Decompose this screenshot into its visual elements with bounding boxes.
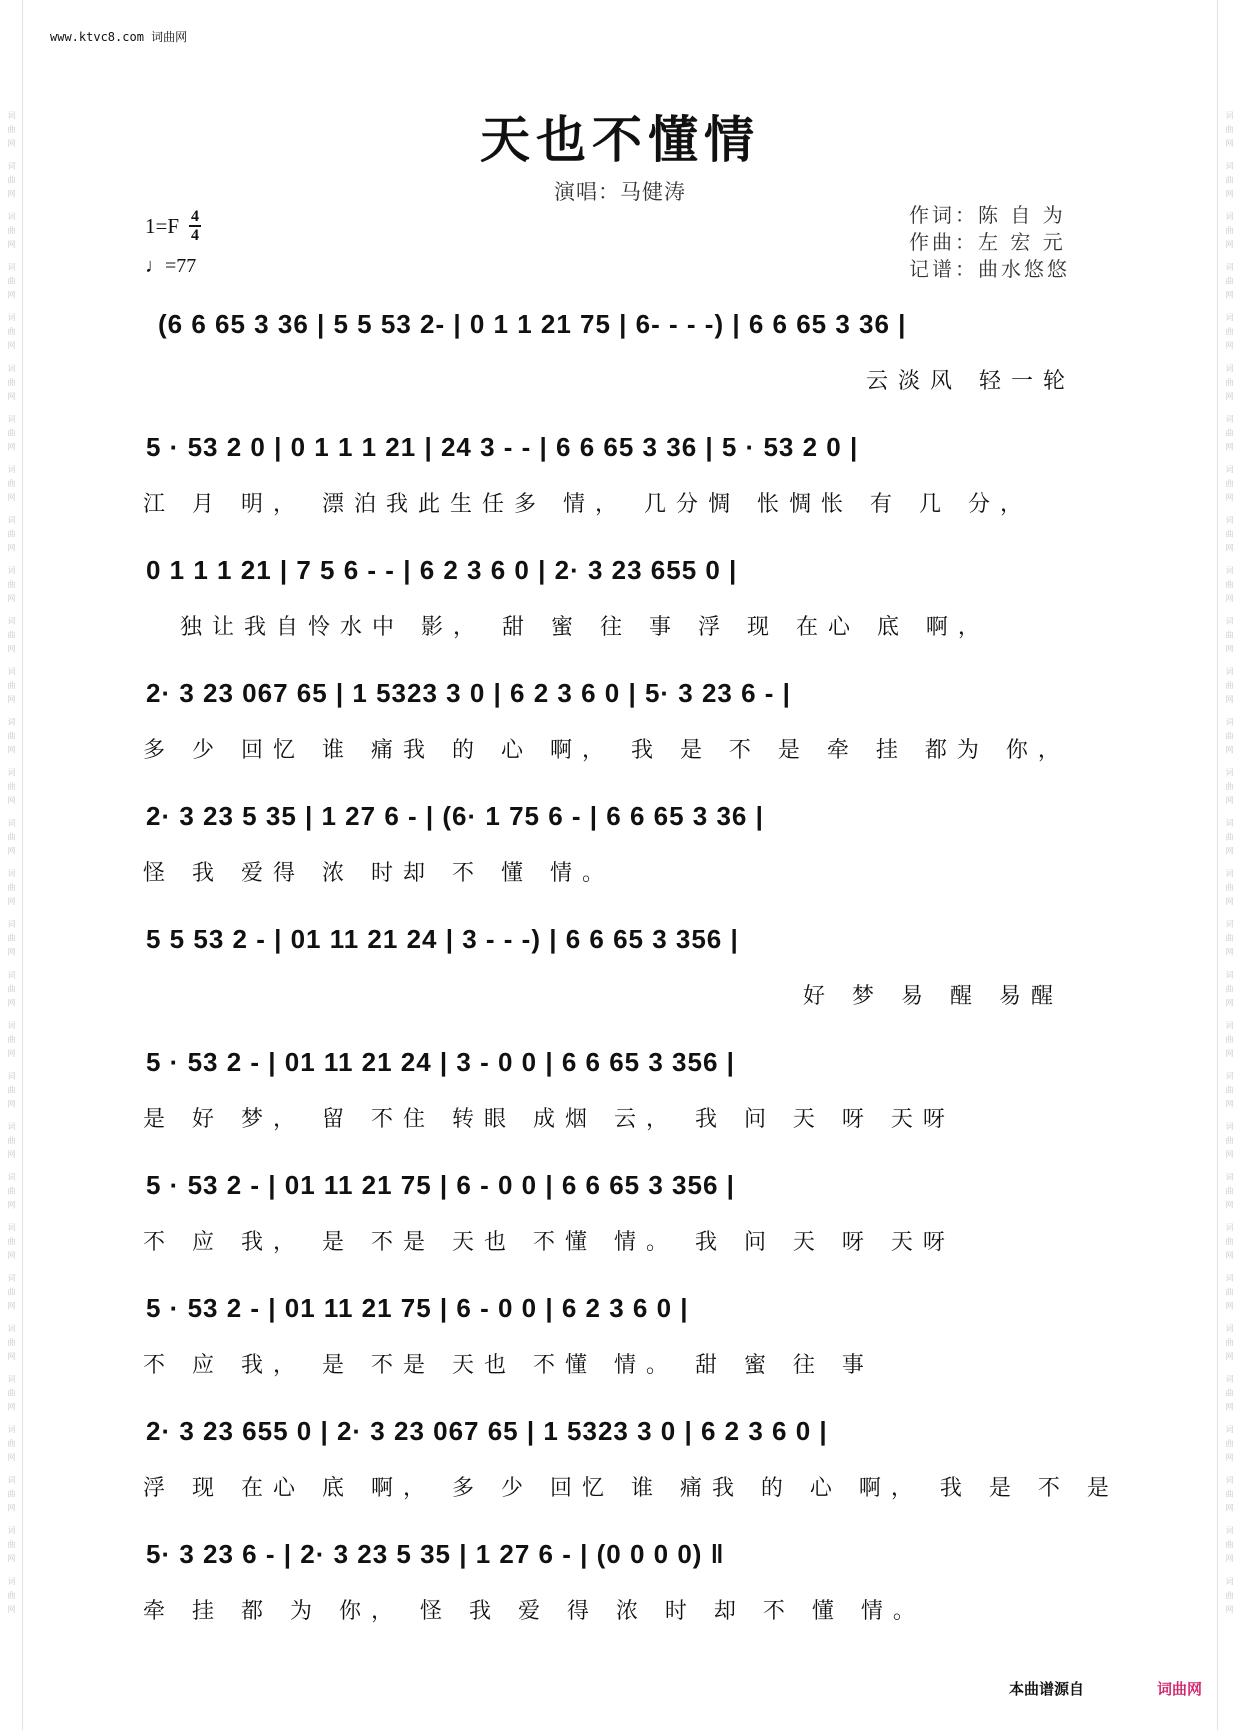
- left-watermark-strip: 词曲网 词曲网 词曲网 词曲网 词曲网 词曲网 词曲网 词曲网 词曲网 词曲网 词曲网 词曲网 词曲网 词曲网 词曲网 词曲网 词曲网 词曲网 词曲网 词曲网 词曲网 词曲网 词曲网 词曲网 词曲网 词曲网 词曲网 词曲网 词曲网 词曲网: [7, 111, 16, 1619]
- key-label: 1=F: [145, 213, 180, 238]
- notation-line: (6 6 65 3 36 | 5 5 53 2- | 0 1 1 21 75 | 6- - - -) | 6 6 65 3 36 |: [158, 309, 907, 339]
- lyric-line: 不 应 我， 是 不是 天也 不懂 情。 甜 蜜 往 事: [143, 1353, 874, 1378]
- footer-source-label: 本曲谱源自: [1009, 1680, 1085, 1698]
- song-title: 天也不懂情: [480, 110, 760, 169]
- lyric-line: 江 月 明， 漂泊我此生任多 情， 几分惆 怅惆怅 有 几 分，: [143, 492, 1032, 517]
- notation-line: 5 5 53 2 - | 01 11 21 24 | 3 - - -) | 6 6 65 3 356 |: [146, 924, 739, 954]
- right-watermark-strip: 词曲网 词曲网 词曲网 词曲网 词曲网 词曲网 词曲网 词曲网 词曲网 词曲网 词曲网 词曲网 词曲网 词曲网 词曲网 词曲网 词曲网 词曲网 词曲网 词曲网 词曲网 词曲网 词曲网 词曲网 词曲网 词曲网 词曲网 词曲网 词曲网 词曲网: [1225, 111, 1234, 1619]
- lyric-line: 怪 我 爱得 浓 时却 不 懂 情。: [143, 861, 614, 886]
- notation-line: 5· 3 23 6 - | 2· 3 23 5 35 | 1 27 6 - | (0 0 0 0) ‖: [146, 1539, 725, 1569]
- composer: 作曲：左 宏 元: [909, 230, 1066, 254]
- lyric-line: 牵 挂 都 为 你， 怪 我 爱 得 浓 时 却 不 懂 情。: [143, 1599, 925, 1624]
- notation-line: 2· 3 23 5 35 | 1 27 6 - | (6· 1 75 6 - | 6 6 65 3 36 |: [146, 801, 764, 831]
- site-url[interactable]: www.ktvc8.com 词曲网: [50, 30, 188, 44]
- notation-line: 2· 3 23 655 0 | 2· 3 23 067 65 | 1 5323 3 0 | 6 2 3 6 0 |: [146, 1416, 828, 1446]
- notation-line: 5 · 53 2 - | 01 11 21 24 | 3 - 0 0 | 6 6 65 3 356 |: [146, 1047, 735, 1077]
- lyricist: 作词：陈 自 为: [909, 203, 1066, 227]
- notation-line: 5 · 53 2 - | 01 11 21 75 | 6 - 0 0 | 6 2 3 6 0 |: [146, 1293, 689, 1323]
- time-bottom: 4: [191, 227, 200, 244]
- notation-line: 0 1 1 1 21 | 7 5 6 - - | 6 2 3 6 0 | 2· 3 23 655 0 |: [146, 555, 738, 585]
- tempo: ♩=77: [145, 255, 197, 277]
- lyric-line: 独让我自怜水中 影， 甜 蜜 往 事 浮 现 在心 底 啊，: [180, 615, 990, 640]
- notation-line: 2· 3 23 067 65 | 1 5323 3 0 | 6 2 3 6 0 | 5· 3 23 6 - |: [146, 678, 791, 708]
- lyric-line: 浮 现 在心 底 啊， 多 少 回忆 谁 痛我 的 心 啊， 我 是 不 是: [143, 1476, 1119, 1501]
- lyric-line: 不 应 我， 是 不是 天也 不懂 情。 我 问 天 呀 天呀: [143, 1230, 955, 1255]
- transcriber: 记谱：曲水悠悠: [909, 257, 1070, 281]
- lyric-line: 多 少 回忆 谁 痛我 的 心 啊， 我 是 不 是 牵 挂 都为 你，: [143, 738, 1070, 763]
- lyric-line: 云淡风 轻一轮: [866, 369, 1075, 394]
- lyric-line: 好 梦 易 醒 易醒: [803, 984, 1063, 1009]
- notation-line: 5 · 53 2 - | 01 11 21 75 | 6 - 0 0 | 6 6 65 3 356 |: [146, 1170, 735, 1200]
- time-top: 4: [191, 208, 200, 225]
- lyric-line: 是 好 梦， 留 不住 转眼 成烟 云， 我 问 天 呀 天呀: [143, 1107, 955, 1132]
- footer-brand-link[interactable]: 词曲网: [1157, 1680, 1203, 1698]
- notation-line: 5 · 53 2 0 | 0 1 1 1 21 | 24 3 - - | 6 6 65 3 36 | 5 · 53 2 0 |: [146, 432, 859, 462]
- singer: 演唱：马健涛: [554, 180, 686, 204]
